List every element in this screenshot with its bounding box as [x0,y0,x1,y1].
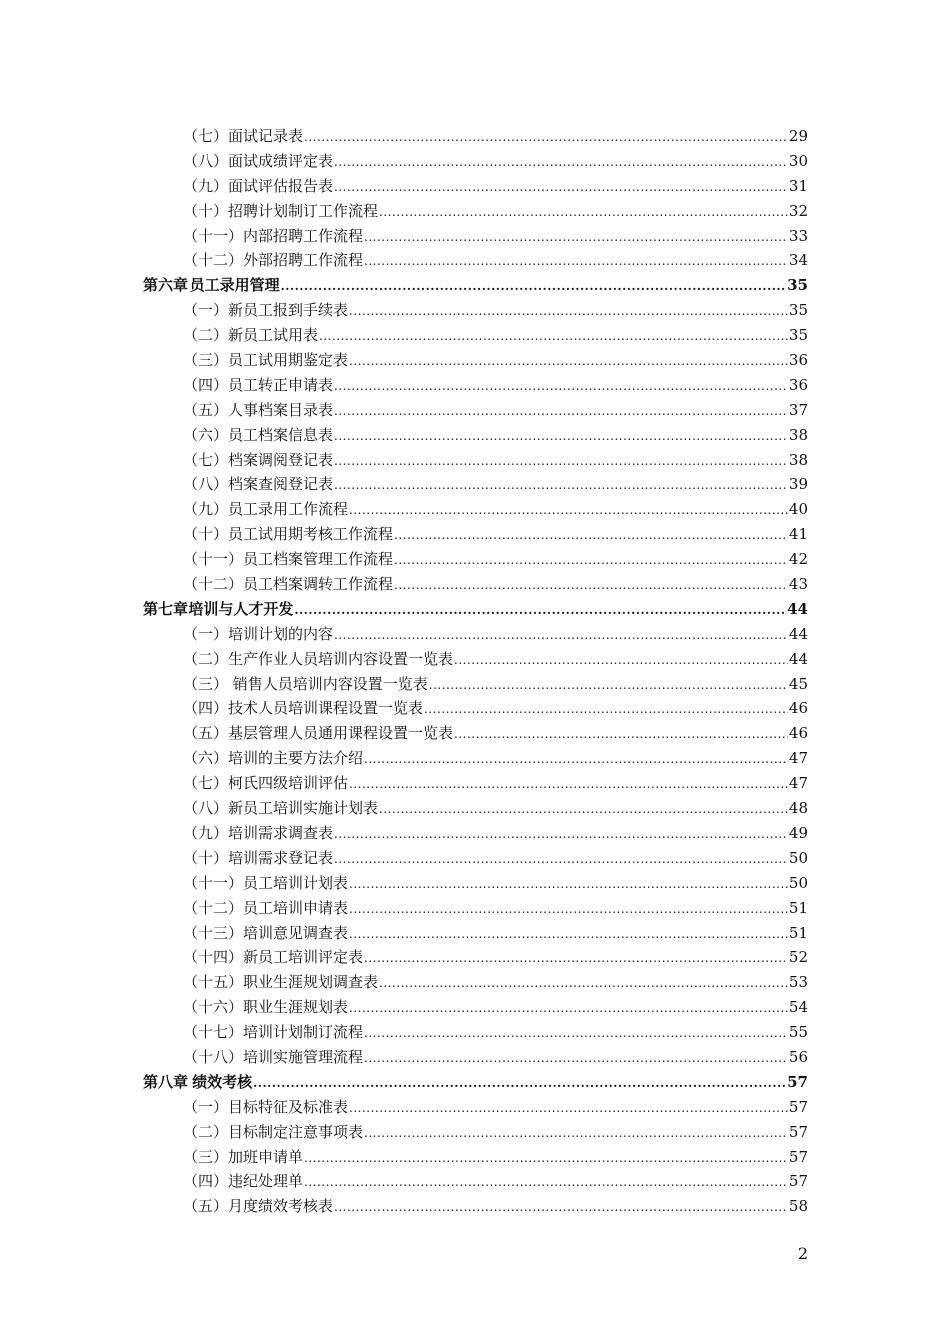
toc-entry[interactable] [143,821,808,846]
toc-leader-dots [364,747,788,772]
toc-entry[interactable] [143,796,808,821]
table-of-contents [143,124,808,1219]
toc-page-number: 54 [788,998,808,1017]
toc-entry[interactable] [143,746,808,771]
toc-entry-title: （十三）培训意见调查表 [183,923,349,942]
toc-chapter-number: 第八章 [143,1072,189,1091]
toc-chapter-entry[interactable] [143,273,808,298]
toc-page-number: 51 [788,898,808,917]
toc-entry[interactable] [143,1169,808,1194]
toc-leader-dots [394,523,788,548]
toc-page-number: 38 [788,425,808,444]
toc-leader-dots [349,299,788,324]
toc-entry-title: （二）生产作业人员培训内容设置一览表 [183,649,454,668]
toc-chapter-entry[interactable] [143,1070,808,1095]
toc-entry[interactable] [143,1045,808,1070]
toc-page-number: 50 [788,873,808,892]
toc-leader-dots [364,946,788,971]
toc-leader-dots [304,1170,788,1195]
toc-page-number: 48 [788,799,808,818]
toc-entry[interactable] [143,696,808,721]
toc-page-number: 41 [788,525,808,544]
toc-entry-title: （十）招聘计划制订工作流程 [183,201,379,220]
toc-page-number: 30 [788,151,808,170]
toc-page-number: 37 [788,400,808,419]
toc-entry-title: （六）培训的主要方法介绍 [183,749,364,768]
toc-page-number: 57 [788,1097,808,1116]
toc-entry-title: （十二）员工档案调转工作流程 [183,575,394,594]
toc-page-number: 40 [788,500,808,519]
toc-page-number: 29 [788,127,808,145]
toc-entry[interactable] [143,896,808,921]
toc-entry[interactable] [143,771,808,796]
toc-leader-dots [294,598,786,623]
toc-entry[interactable] [143,721,808,746]
toc-entry-title: （四）员工转正申请表 [183,375,334,394]
toc-entry-title: （十八）培训实施管理流程 [183,1047,364,1066]
toc-entry[interactable] [143,945,808,970]
toc-page-number: 44 [787,599,808,618]
toc-page-number: 35 [787,276,808,295]
toc-entry-title: （十）员工试用期考核工作流程 [183,525,394,544]
toc-leader-dots [364,1046,788,1071]
toc-leader-dots [429,673,788,698]
toc-entry[interactable] [143,647,808,672]
toc-entry[interactable] [143,398,808,423]
toc-leader-dots [454,648,788,673]
toc-page-number: 47 [788,749,808,768]
toc-leader-dots [364,1021,788,1046]
toc-page-number: 56 [788,1047,808,1066]
toc-leader-dots [334,473,788,498]
toc-entry[interactable] [143,472,808,497]
toc-page-number: 45 [788,674,808,693]
toc-entry-title: （八）档案查阅登记表 [183,475,334,494]
toc-entry[interactable] [143,970,808,995]
toc-chapter-number: 第六章 [143,276,189,295]
toc-leader-dots [334,424,788,449]
toc-page-number: 50 [788,848,808,867]
toc-leader-dots [424,697,788,722]
toc-entry[interactable] [143,1194,808,1219]
toc-leader-dots [379,200,788,225]
toc-chapter-entry[interactable] [143,597,808,622]
toc-entry-title: （十一）员工档案管理工作流程 [183,550,394,569]
toc-entry[interactable] [143,248,808,273]
toc-entry[interactable] [143,995,808,1020]
toc-leader-dots [334,847,788,872]
toc-leader-dots [349,872,788,897]
toc-leader-dots [454,722,788,747]
toc-entry-title: （九）员工录用工作流程 [183,500,349,519]
toc-entry-title: （二）目标制定注意事项表 [183,1122,364,1141]
toc-chapter-title: 绩效考核 [192,1072,253,1091]
toc-page-number: 47 [788,774,808,793]
toc-entry-title: （五）月度绩效考核表 [183,1197,334,1216]
toc-leader-dots [253,1071,786,1096]
toc-leader-dots [349,897,788,922]
toc-entry[interactable] [143,871,808,896]
toc-entry[interactable] [143,298,808,323]
toc-page-number: 43 [788,575,808,594]
toc-page-number: 42 [788,550,808,569]
toc-entry[interactable] [143,547,808,572]
toc-entry-title: （七）柯氏四级培训评估 [183,774,349,793]
toc-page-number: 31 [788,176,808,195]
toc-entry-title: （四）技术人员培训课程设置一览表 [183,699,424,718]
toc-leader-dots [304,125,788,150]
toc-entry[interactable] [143,149,808,174]
toc-entry-title: （三）加班申请单 [183,1147,304,1166]
toc-page-number: 34 [788,251,808,270]
toc-page-number: 57 [788,1172,808,1191]
toc-leader-dots [334,1195,788,1220]
toc-page-number: 46 [788,724,808,743]
toc-page-number: 57 [788,1147,808,1166]
toc-entry-title: （三）员工试用期鉴定表 [183,351,349,370]
toc-entry[interactable] [143,1120,808,1145]
toc-entry[interactable] [143,1095,808,1120]
toc-entry-title: （十）培训需求登记表 [183,848,334,867]
toc-leader-dots [349,772,788,797]
toc-leader-dots [394,548,788,573]
toc-entry[interactable] [143,348,808,373]
toc-entry[interactable] [143,224,808,249]
toc-entry-title: （十一）内部招聘工作流程 [183,226,364,245]
toc-page-number: 55 [788,1023,808,1042]
toc-entry-title: （十一）员工培训计划表 [183,873,349,892]
toc-entry[interactable] [143,522,808,547]
toc-entry-title: （三） 销售人员培训内容设置一览表 [183,674,428,693]
toc-page-number: 58 [788,1197,808,1216]
toc-page-number: 36 [788,375,808,394]
toc-entry-title: （五）基层管理人员通用课程设置一览表 [183,724,454,743]
toc-leader-dots [394,573,788,598]
toc-leader-dots [349,349,788,374]
toc-entry[interactable] [143,572,808,597]
page-number: 2 [797,1244,808,1263]
toc-leader-dots [334,623,788,648]
toc-leader-dots [304,1146,788,1171]
toc-entry-title: （七）面试记录表 [183,127,304,145]
toc-entry-title: （一）目标特征及标准表 [183,1097,349,1116]
toc-entry-title: （十七）培训计划制订流程 [183,1023,364,1042]
toc-entry-title: （四）违纪处理单 [183,1172,304,1191]
toc-entry[interactable] [143,373,808,398]
toc-entry-title: （八）面试成绩评定表 [183,151,334,170]
toc-page-number: 53 [788,973,808,992]
toc-page-number: 35 [788,326,808,345]
toc-page-number: 32 [788,201,808,220]
toc-leader-dots [349,922,788,947]
toc-leader-dots [281,274,787,299]
toc-page-number: 33 [788,226,808,245]
toc-entry[interactable] [143,174,808,199]
toc-chapter-number: 第七章 [143,599,189,618]
toc-entry-title: （九）面试评估报告表 [183,176,334,195]
toc-leader-dots [349,498,788,523]
toc-entry[interactable] [143,423,808,448]
toc-entry[interactable] [143,1020,808,1045]
toc-entry-title: （一）培训计划的内容 [183,624,334,643]
toc-page-number: 57 [787,1072,808,1091]
toc-page-number: 51 [788,923,808,942]
toc-entry-title: （一）新员工报到手续表 [183,301,349,320]
toc-chapter-title: 培训与人才开发 [188,599,294,618]
toc-page-number: 44 [788,624,808,643]
toc-chapter-title: 员工录用管理 [189,276,280,295]
toc-leader-dots [349,996,788,1021]
toc-leader-dots [334,374,788,399]
toc-entry[interactable] [143,199,808,224]
toc-entry-title: （二）新员工试用表 [183,326,319,345]
toc-page-number: 39 [788,475,808,494]
toc-leader-dots [379,971,788,996]
toc-leader-dots [334,175,788,200]
toc-leader-dots [379,797,788,822]
toc-leader-dots [319,324,788,349]
toc-page-number: 49 [788,823,808,842]
toc-entry-title: （七）档案调阅登记表 [183,450,334,469]
toc-entry[interactable] [143,1145,808,1170]
toc-entry[interactable] [143,448,808,473]
toc-leader-dots [349,1096,788,1121]
toc-leader-dots [334,449,788,474]
toc-entry-title: （十六）职业生涯规划表 [183,998,349,1017]
toc-entry-title: （五）人事档案目录表 [183,400,334,419]
toc-entry-title: （六）员工档案信息表 [183,425,334,444]
toc-page-number: 35 [788,301,808,320]
toc-entry[interactable] [143,323,808,348]
toc-leader-dots [334,399,788,424]
toc-entry[interactable] [143,672,808,697]
toc-entry-title: （十二）员工培训申请表 [183,898,349,917]
toc-entry[interactable] [143,622,808,647]
toc-entry[interactable] [143,124,808,149]
toc-leader-dots [334,822,788,847]
toc-entry-title: （十四）新员工培训评定表 [183,948,364,967]
toc-entry[interactable] [143,846,808,871]
toc-entry-title: （十二）外部招聘工作流程 [183,251,364,270]
toc-page-number: 44 [788,649,808,668]
toc-leader-dots [334,150,788,175]
toc-page-number: 57 [788,1122,808,1141]
toc-entry-title: （八）新员工培训实施计划表 [183,799,379,818]
toc-entry-title: （十五）职业生涯规划调查表 [183,973,379,992]
toc-page-number: 46 [788,699,808,718]
toc-leader-dots [364,249,788,274]
toc-leader-dots [364,225,788,250]
toc-entry-title: （九）培训需求调查表 [183,823,334,842]
toc-page-number: 52 [788,948,808,967]
toc-page-number: 36 [788,351,808,370]
toc-entry[interactable] [143,497,808,522]
toc-entry[interactable] [143,921,808,946]
toc-leader-dots [364,1121,788,1146]
toc-page-number: 38 [788,450,808,469]
